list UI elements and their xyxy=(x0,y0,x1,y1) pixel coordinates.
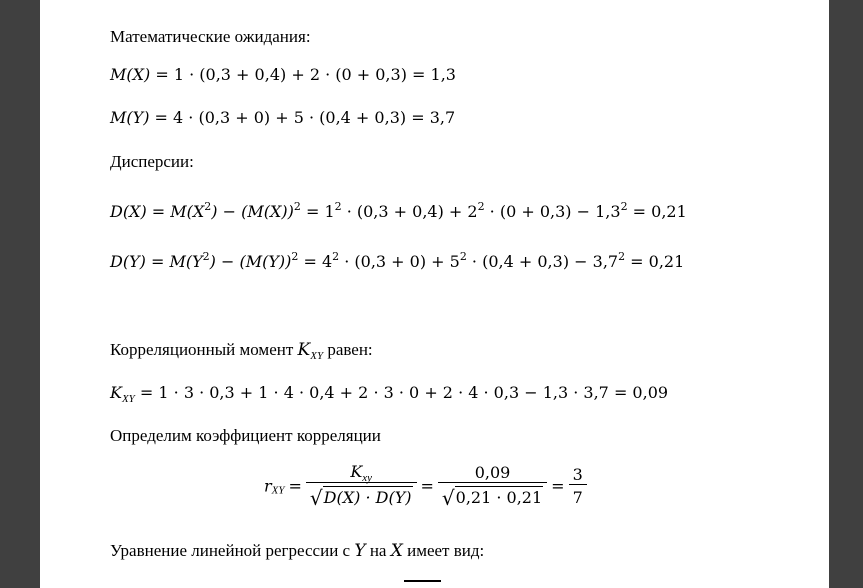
mx-rhs: = 1 · (0,3 + 0,4) + 2 · (0 + 0,3) = 1,3 xyxy=(150,65,456,84)
fraction-numerator xyxy=(306,462,417,482)
dx-b-sup: 2 xyxy=(293,200,301,213)
regression-after: имеет вид: xyxy=(402,541,485,560)
dy-a: D(Y) = M(Y xyxy=(110,252,203,271)
dy-e: · (0,4 + 0,3) − 3,7 xyxy=(466,252,619,271)
dx-d: · (0,3 + 0,4) + 2 xyxy=(341,202,478,221)
left-margin-bar xyxy=(0,0,40,588)
formula-kxy xyxy=(110,383,668,404)
my-lhs: M(Y) xyxy=(110,108,150,127)
dx-e: · (0 + 0,3) − 1,3 xyxy=(484,202,621,221)
heading-coefficient: Определим коэффициент корреляции xyxy=(110,426,381,445)
regression-x: X xyxy=(390,541,403,561)
dy-f: = 0,21 xyxy=(625,252,685,271)
kxy-symbol: K xyxy=(110,383,122,402)
num1-sub: xy xyxy=(362,472,373,484)
corr-moment-line xyxy=(110,340,373,360)
den1: D(X) · D(Y) xyxy=(323,488,412,507)
rxy-eq2: = xyxy=(420,476,434,496)
formula-my xyxy=(110,108,455,129)
fraction-result xyxy=(569,465,587,507)
den3: 7 xyxy=(569,484,587,507)
rxy-eq3: = xyxy=(551,476,565,496)
dx-a: D(X) = M(X xyxy=(110,202,205,221)
regression-mid: на xyxy=(365,541,391,560)
den2: 0,21 · 0,21 xyxy=(455,487,543,507)
dx-f: = 0,21 xyxy=(627,202,687,221)
dx-d-sup: 2 xyxy=(477,200,485,213)
dx-c-sup: 2 xyxy=(334,200,342,213)
fraction-kxy-over-sqrt xyxy=(306,462,417,510)
dy-d: · (0,3 + 0) + 5 xyxy=(339,252,460,271)
right-margin-bar xyxy=(829,0,863,588)
heading-dispersions: Дисперсии: xyxy=(110,152,194,171)
corr-moment-text-before: Корреляционный момент xyxy=(110,340,298,359)
my-rhs: = 4 · (0,3 + 0) + 5 · (0,4 + 0,3) = 3,7 xyxy=(149,108,456,127)
fraction-denominator-2 xyxy=(438,482,547,510)
kxy-rhs: = 1 · 3 · 0,3 + 1 · 4 · 0,4 + 2 · 3 · 0 + 2 · 4 · 0,3 − 1,3 · 3,7 = 0,09 xyxy=(134,383,669,402)
dy-c-sup: 2 xyxy=(332,250,340,263)
corr-moment-symbol: K xyxy=(297,340,311,360)
cutoff-overline xyxy=(404,580,441,582)
formula-dy xyxy=(110,252,684,273)
regression-line xyxy=(110,541,484,561)
dx-b: ) − (M(X)) xyxy=(211,202,294,221)
fraction-numeric xyxy=(438,463,547,510)
mx-lhs: M(X) xyxy=(110,65,151,84)
dx-a-sup: 2 xyxy=(204,200,212,213)
num1-symbol: K xyxy=(350,462,363,481)
dy-e-sup: 2 xyxy=(618,250,626,263)
fraction-denominator xyxy=(306,482,417,510)
dy-d-sup: 2 xyxy=(459,250,467,263)
formula-rxy xyxy=(264,462,587,510)
corr-moment-text-after: равен: xyxy=(323,340,373,359)
formula-mx xyxy=(110,65,456,86)
regression-y: Y xyxy=(354,541,366,561)
dx-e-sup: 2 xyxy=(620,200,628,213)
num3: 3 xyxy=(572,465,583,484)
kxy-sub: XY xyxy=(121,393,135,405)
corr-moment-sub: XY xyxy=(310,350,324,362)
dy-a-sup: 2 xyxy=(202,250,210,263)
dy-b-sup: 2 xyxy=(291,250,299,263)
regression-before: Уравнение линейной регрессии с xyxy=(110,541,355,560)
num2: 0,09 xyxy=(474,462,511,482)
rxy-symbol: r xyxy=(264,476,272,496)
dy-c: = 4 xyxy=(298,252,333,271)
formula-dx xyxy=(110,202,687,223)
rxy-eq1: = xyxy=(288,476,302,496)
heading-expectations: Математические ожидания: xyxy=(110,27,311,46)
rxy-sub: XY xyxy=(271,484,285,497)
sqrt-sign: √D(X) · D(Y) xyxy=(309,486,412,510)
dy-b: ) − (M(Y)) xyxy=(209,252,292,271)
dx-c: = 1 xyxy=(300,202,335,221)
sqrt-sign-2: √0,21 · 0,21 xyxy=(441,485,543,510)
